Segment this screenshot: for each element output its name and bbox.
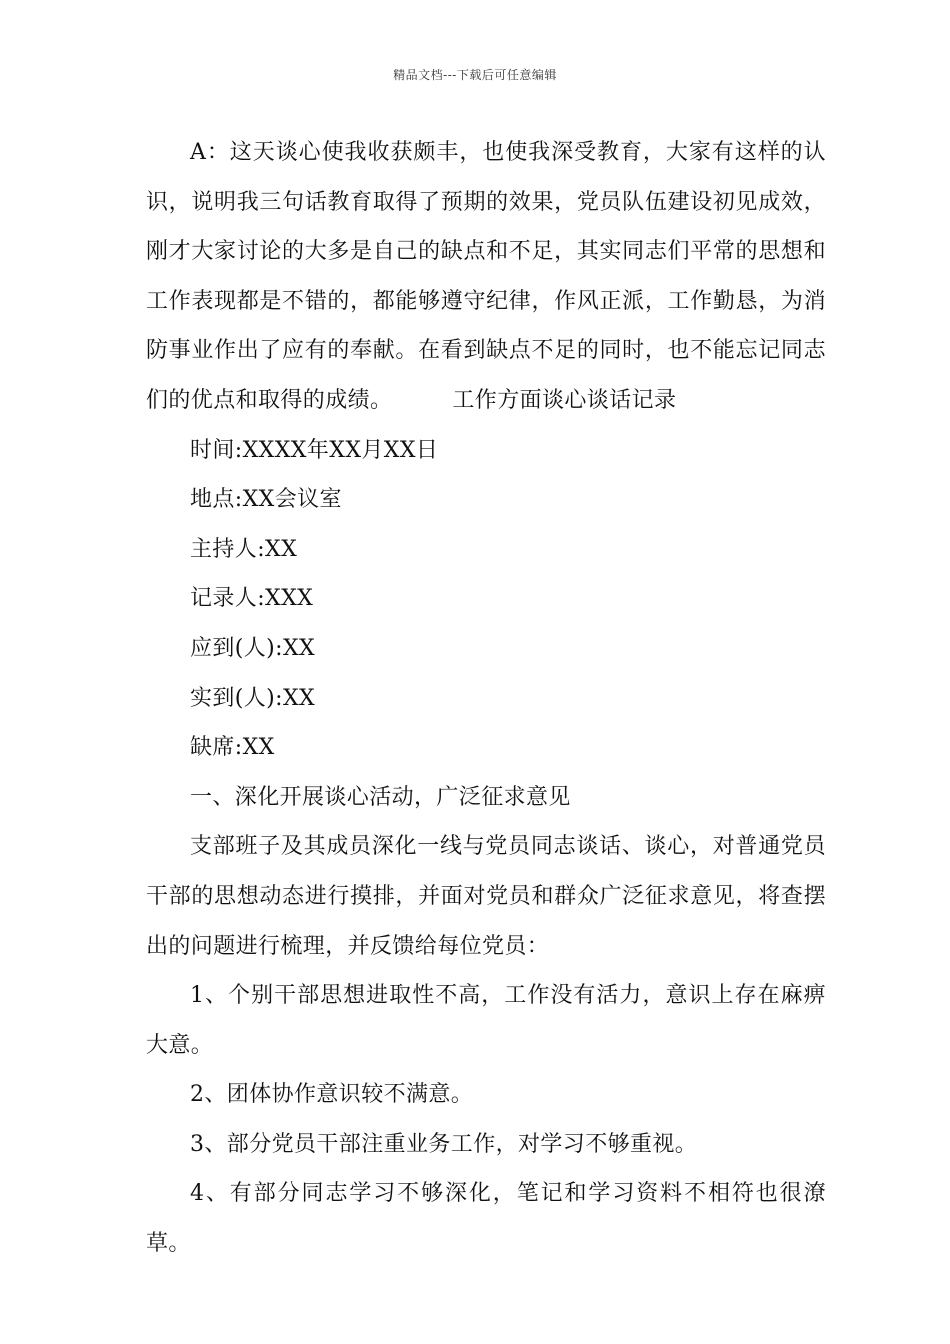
meta-actual: 实到(人):XX (190, 685, 316, 711)
section-heading: 一、深化开展谈心活动，广泛征求意见 (190, 784, 571, 810)
section-heading-inline: 工作方面谈心谈话记录 (452, 387, 677, 413)
list-item: 1、个别干部思想进取性不高，工作没有活力，意识上存在麻痹大意。 (146, 983, 826, 1058)
document-body (146, 128, 826, 1269)
meta-absent: 缺席:XX (190, 735, 275, 761)
page-header: 精品文档---下载后可任意编辑 (393, 68, 557, 82)
meta-recorder: 记录人:XXX (190, 586, 314, 612)
paragraph-summary (146, 128, 826, 426)
meta-host: 主持人:XX (190, 536, 298, 562)
list-item: 3、部分党员干部注重业务工作，对学习不够重视。 (190, 1131, 698, 1157)
paragraph-body: 支部班子及其成员深化一线与党员同志谈话、谈心，对普通党员干部的思想动态进行摸排，并面对党员和群众广泛征求意见，将查摆出的问题进行梳理，并反馈给每位党员： (146, 834, 826, 959)
meta-time: 时间:XXXX年XX月XX日 (190, 437, 439, 463)
paragraph-text: A：这天谈心使我收获颇丰，也使我深受教育，大家有这样的认识，说明我三句话教育取得了预期的效果，党员队伍建设初见成效，刚才大家讨论的大多是自己的缺点和不足，其实同志们平常的思想和工作表现都是不错的，都能够遵守纪律，作风正派，工作勤恳，为消防事业作出了应有的奉献。在看到缺点不足的同时，也不能忘记同志们的优点和取得的成绩。 (146, 140, 826, 413)
meta-location: 地点:XX会议室 (190, 487, 342, 513)
list-item: 2、团体协作意识较不满意。 (190, 1082, 474, 1108)
meta-expected: 应到(人):XX (190, 635, 316, 661)
list-item: 4、有部分同志学习不够深化，笔记和学习资料不相符也很潦草。 (146, 1181, 826, 1257)
